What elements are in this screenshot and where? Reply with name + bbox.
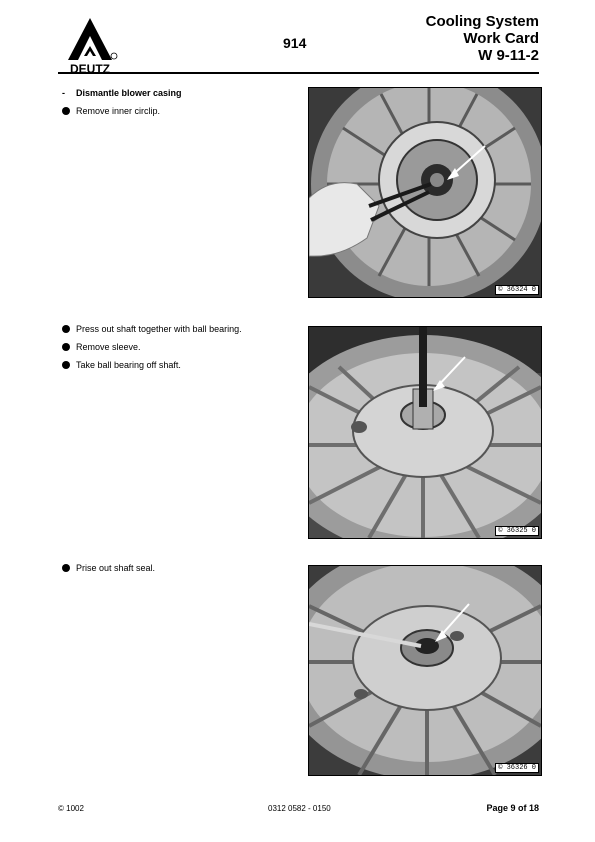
instruction-step <box>62 320 242 338</box>
instruction-block-1 <box>62 84 182 120</box>
instruction-text: Take ball bearing off shaft. <box>76 360 181 370</box>
section-heading <box>62 84 182 102</box>
section-heading-text: Dismantle blower casing <box>76 88 182 98</box>
title-line-3: W 9-11-2 <box>478 47 539 64</box>
instruction-block-3 <box>62 559 155 577</box>
instruction-text: Remove inner circlip. <box>76 106 161 116</box>
title-line-1: Cooling System <box>425 13 539 30</box>
section-title <box>426 13 539 64</box>
bullet-icon <box>62 343 70 351</box>
instruction-block-2 <box>62 320 242 374</box>
logo-wordmark: DEUTZ <box>70 62 110 74</box>
photo-reference: © 36325 0 <box>495 526 539 536</box>
footer-doc-number: 0312 0582 - 0150 <box>268 804 331 813</box>
engine-model: 914 <box>283 35 307 51</box>
deutz-logo <box>58 16 122 74</box>
title-line-2: Work Card <box>463 30 539 47</box>
bullet-icon <box>62 107 70 115</box>
photo-reference: © 36326 0 <box>495 763 539 773</box>
dash-marker: - <box>62 88 65 98</box>
header-rule <box>58 72 539 74</box>
instruction-step <box>62 356 242 374</box>
instruction-text: Prise out shaft seal. <box>76 563 156 573</box>
instruction-step <box>62 559 155 577</box>
instruction-step <box>62 338 242 356</box>
footer-copyright: © 1002 <box>58 804 84 813</box>
fan-wheel-press-photo <box>309 327 541 538</box>
footer-page-number: Page 9 of 18 <box>486 803 539 813</box>
photo-prise-out-seal <box>308 565 542 776</box>
bullet-icon <box>62 325 70 333</box>
instruction-text: Remove sleeve. <box>76 342 141 352</box>
photo-remove-circlip <box>308 87 542 298</box>
blower-casing-photo <box>309 88 541 297</box>
photo-press-out-shaft <box>308 326 542 539</box>
bullet-icon <box>62 564 70 572</box>
instruction-text: Press out shaft together with ball bearing. <box>76 324 242 334</box>
bullet-icon <box>62 361 70 369</box>
deutz-logo-icon <box>58 16 122 74</box>
shaft-seal-photo <box>309 566 541 775</box>
photo-reference: © 36324 0 <box>495 285 539 295</box>
instruction-step <box>62 102 182 120</box>
